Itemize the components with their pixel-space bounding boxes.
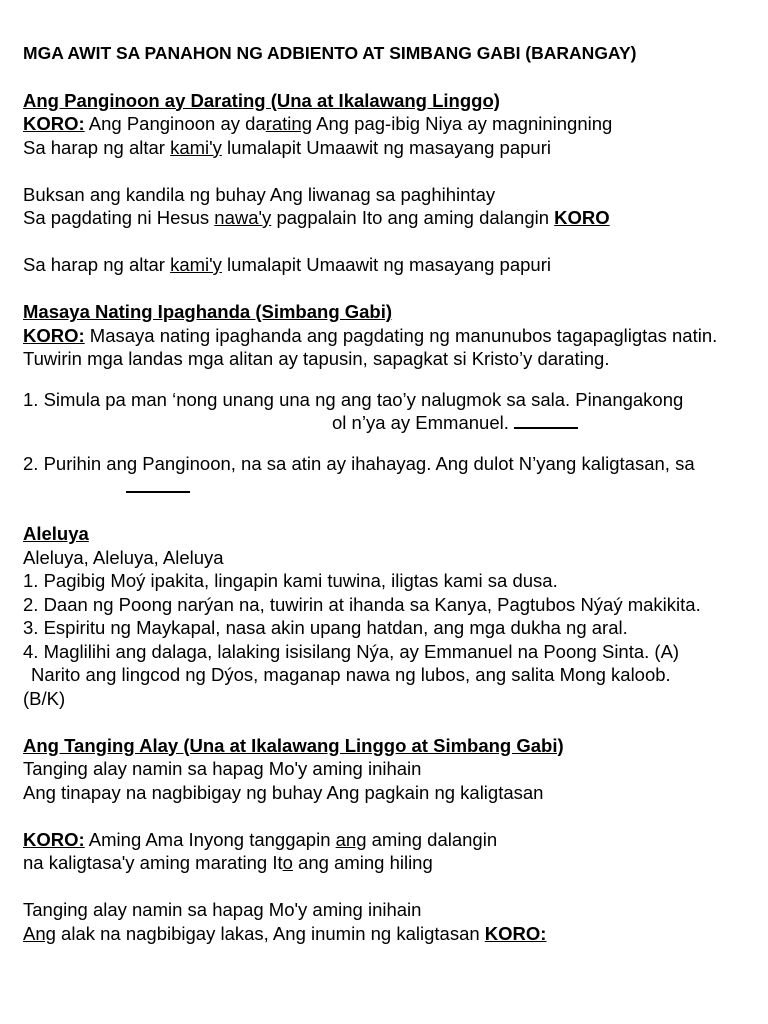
lyric-underlined: kami'y [170,136,222,158]
song-heading: Aleluya [23,523,89,544]
lyric-text: ol n’ya ay Emmanuel. [332,412,515,433]
lyric-underlined: kami'y [170,254,222,275]
koro-label: KORO: [23,324,85,346]
lyric-underlined: nawa'y [214,207,272,228]
lyric-line [23,253,758,277]
fill-blank [514,426,578,429]
lyric-text: lumalapit Umaawit ng masayang papuri [221,254,551,275]
verse-line: 1. Simula pa man ‘nong unang una ng ang tao’y nalugmok sa sala. Pinangakong [23,388,684,410]
song-masaya-nating-ipaghanda [23,300,758,499]
lyric-text: ang aming hiling [292,852,433,873]
song-heading: Masaya Nating Ipaghanda (Simbang Gabi) [23,301,393,322]
lyric-line: Ang tinapay na nagbibigay ng buhay Ang pagkain ng kaligtasan [23,781,544,803]
song-aleluya [23,522,758,710]
lyric-text: lumalapit Umaawit ng masayang papuri [221,136,551,158]
song-ang-tanging-alay [23,734,758,946]
lyric-text: alak na nagbibigay lakas, Ang inumin ng kaligtasan [55,922,485,944]
koro-label: KORO: [484,922,547,944]
lyric-underlined: ang [335,828,367,850]
lyric-text: Masaya nating ipaghanda ang pagdating ng manunubos tagapagligtas natin. Tuwirin mga landas mga alitan ay tapusin, sapagkat si Kristo’y darating. [23,324,718,369]
lyric-text: aming dalangin [366,828,498,850]
lyric-text: Aming Ama Inyong tanggapin [84,828,336,850]
lyric-underlined: Ang [23,922,56,944]
lyric-line: Tanging alay namin sa hapag Mo'y aming inihain [23,758,422,779]
lyric-paragraph [23,324,758,371]
lyric-line: Buksan ang kandila ng buhay Ang liwanag sa paghihintay [23,183,496,205]
verse-line: Narito ang lingcod ng Dýos, maganap nawa ng lubos, ang salita Mong kaloob. [31,664,671,685]
lyric-text: Sa pagdating ni Hesus [23,207,215,228]
lyric-line [23,206,758,230]
lyric-underlined: rating [265,113,312,134]
verse-line: 3. Espiritu ng Maykapal, nasa akin upang hatdan, ang mga dukha ng aral. [23,617,628,638]
verse-line [23,475,758,499]
page-title: MGA AWIT SA PANAHON NG ADBIENTO AT SIMBANG GABI (BARANGAY) [23,43,637,63]
lyric-text: Ang Panginoon ay da [84,113,266,134]
lyric-line [23,136,758,160]
lyric-text: pagpalain Ito ang aming dalangin [271,207,555,228]
koro-label: KORO [554,207,610,228]
lyric-line [23,828,758,852]
lyric-underlined: o [282,852,293,873]
lyric-line [23,922,758,946]
verse-line [23,411,758,435]
verse-line: 4. Maglilihi ang dalaga, lalaking isisilang Nýa, ay Emmanuel na Poong Sinta. (A) [23,640,680,662]
lyric-line: Aleluya, Aleluya, Aleluya [23,546,224,568]
lyric-line [23,112,758,136]
fill-blank [126,490,190,493]
koro-label: KORO: [23,113,85,134]
document-page [23,42,758,945]
koro-label: KORO: [23,828,85,850]
verse-line: 2. Purihin ang Panginoon, na sa atin ay ihahayag. Ang dulot N’yang kaligtasan, sa [23,452,695,474]
song-ang-panginoon-ay-darating [23,89,758,277]
song-heading: Ang Panginoon ay Darating (Una at Ikalawang Linggo) [23,89,500,111]
lyric-line [23,851,758,875]
verse-line: 1. Pagibig Moý ipakita, lingapin kami tuwina, iligtas kami sa dusa. [23,570,558,591]
song-heading: Ang Tanging Alay (Una at Ikalawang Linggo at Simbang Gabi) [23,734,564,756]
lyric-text: Ang pag-ibig Niya ay magniningning [312,113,613,134]
verse-line: 2. Daan ng Poong narýan na, tuwirin at ihanda sa Kanya, Pagtubos Nýaý makikita. [23,593,701,615]
lyric-text: It [272,852,283,873]
lyric-text: Sa harap ng altar [23,136,171,158]
lyric-line: Tanging alay namin sa hapag Mo'y aming inihain [23,899,422,920]
verse-line: (B/K) [23,687,66,709]
lyric-text: Sa harap ng altar [23,254,171,275]
lyric-text: na kaligtasa'y aming marating [23,852,273,873]
